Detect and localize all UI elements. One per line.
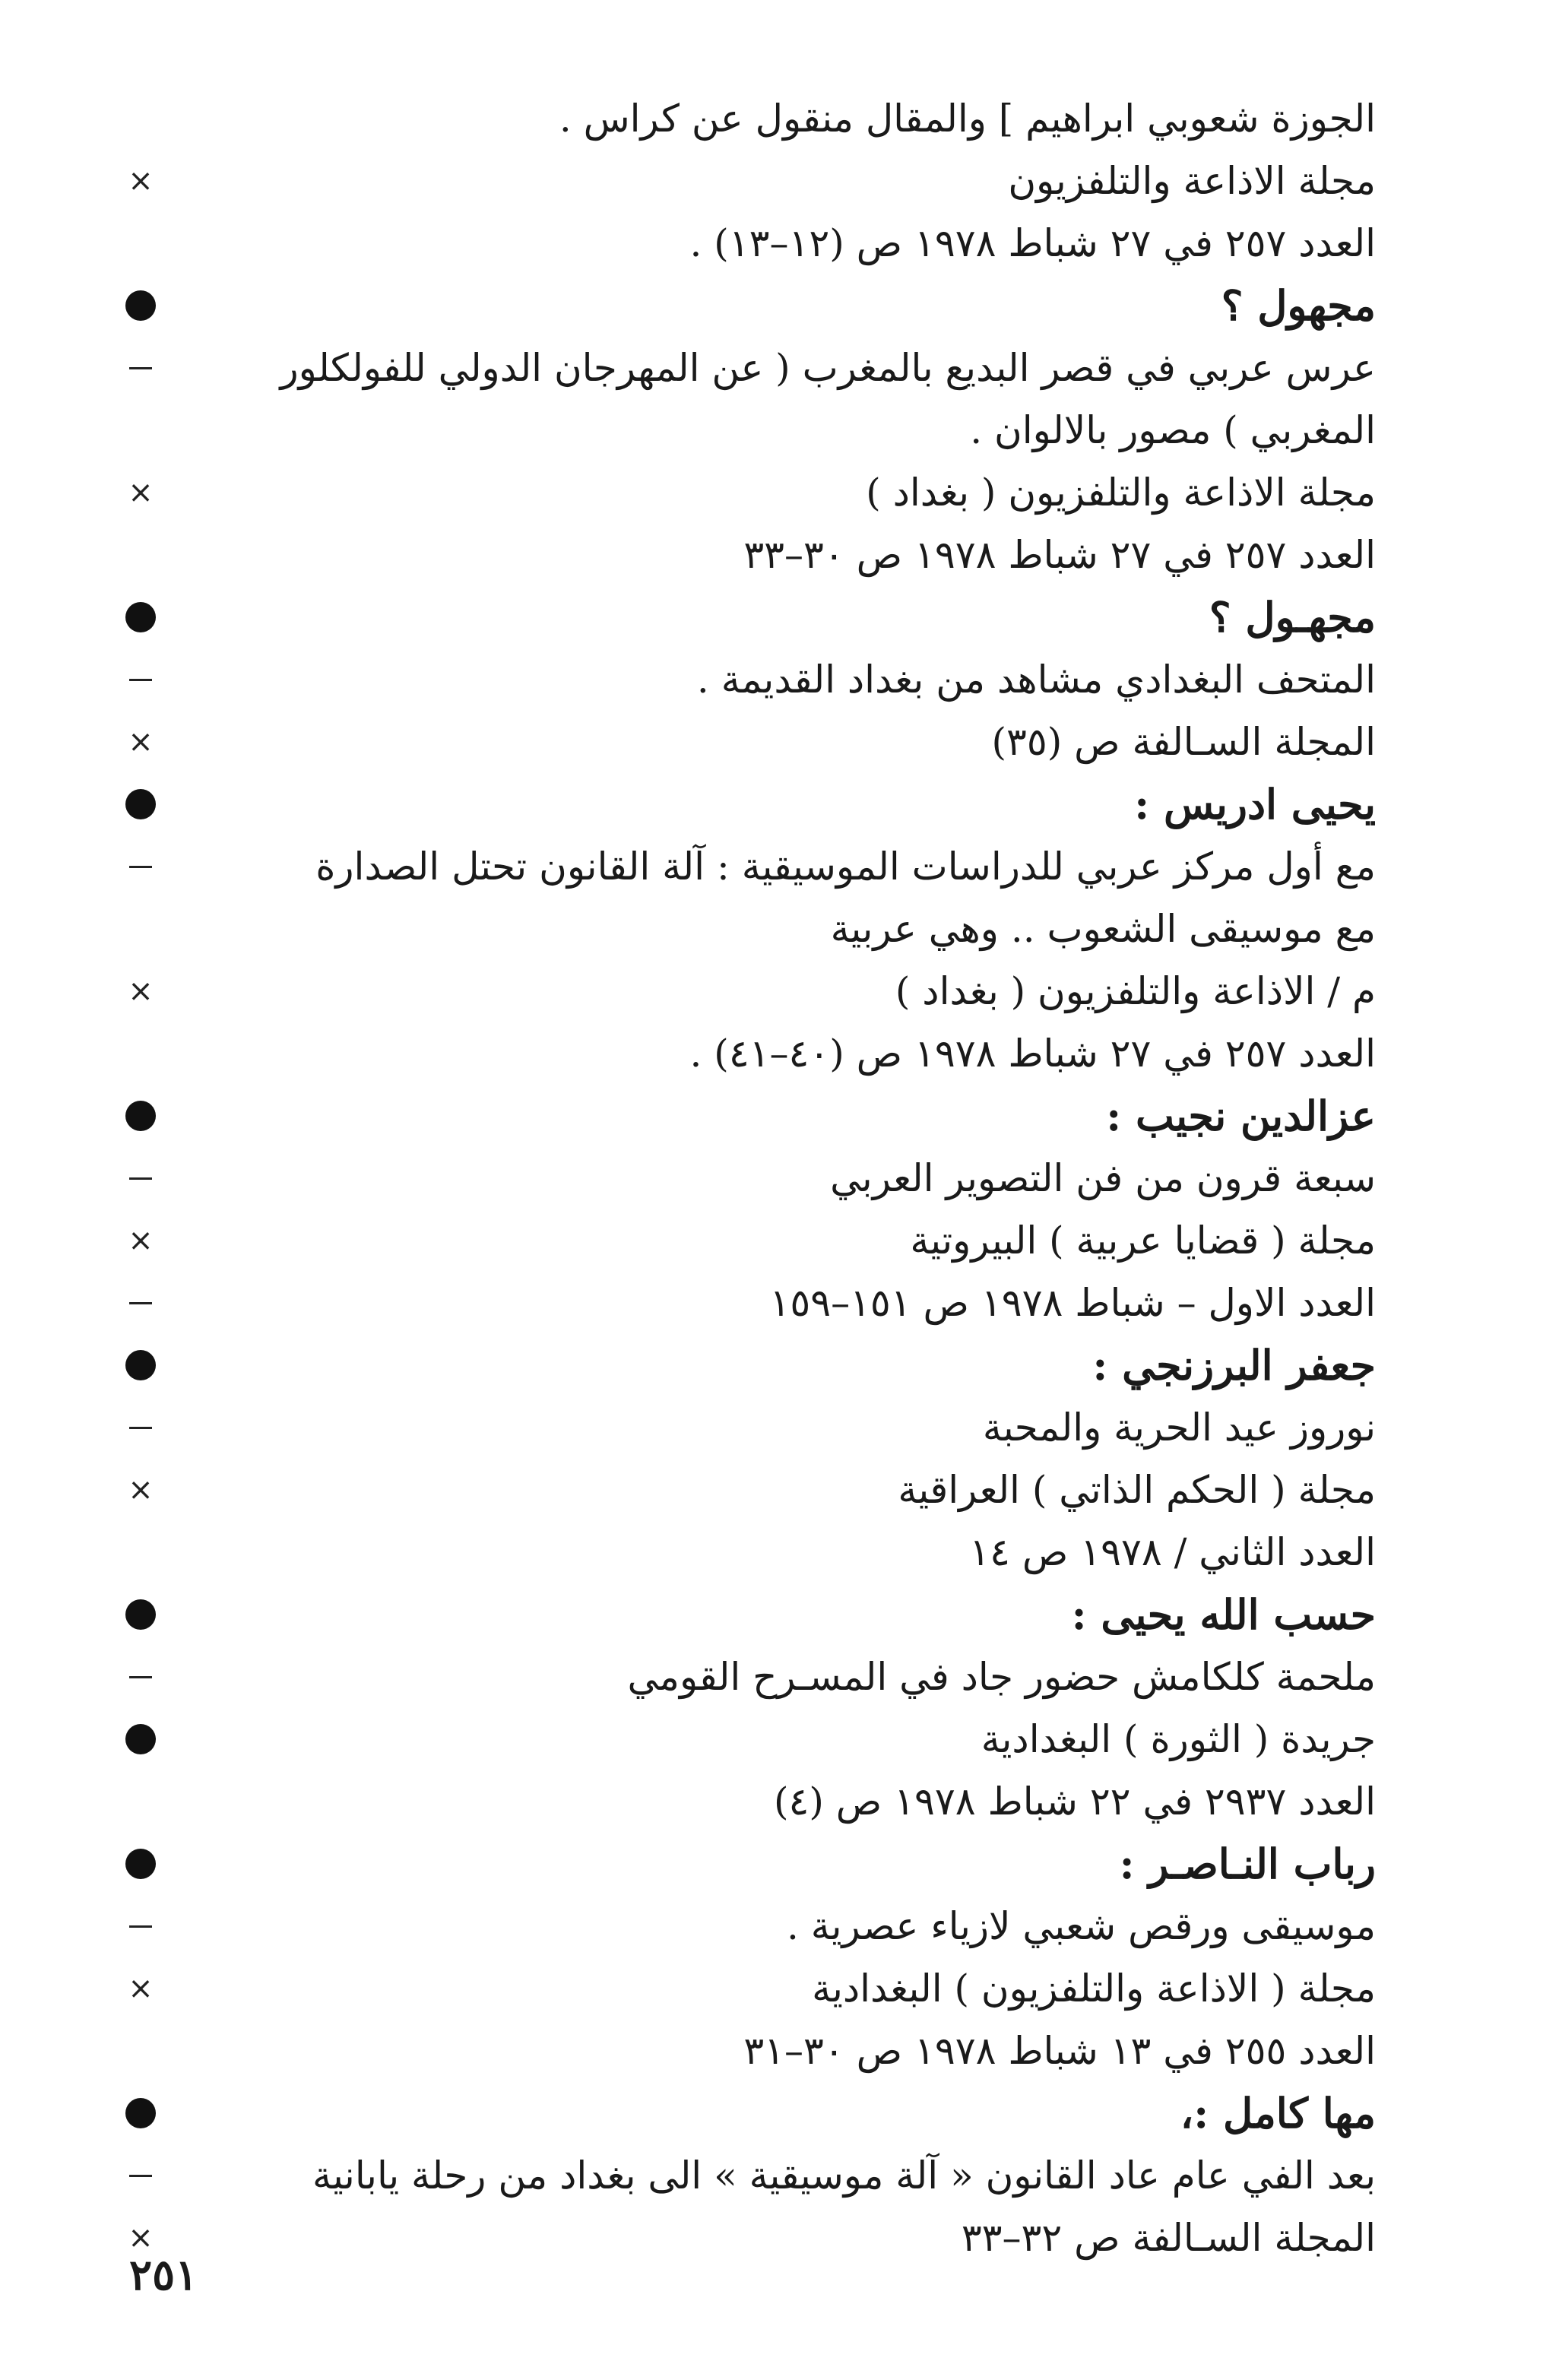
text-line	[114, 212, 1475, 274]
entry-text: ملحمة كلكامش حضور جاد في المسـرح القومي	[627, 1655, 1376, 1699]
bullet-dot-icon	[114, 2082, 167, 2144]
bullet-dot-icon	[114, 1708, 167, 1770]
no-marker	[114, 87, 167, 150]
text-line	[114, 586, 1475, 648]
text-line	[114, 960, 1475, 1022]
bullet-dot-icon	[114, 1583, 167, 1646]
text-line	[114, 898, 1475, 960]
text-line	[114, 711, 1475, 773]
text-line	[114, 773, 1475, 835]
dash-marker-icon	[114, 2144, 167, 2207]
text-line	[114, 1770, 1475, 1833]
entry-author-heading: رباب النـاصـر :	[1119, 1840, 1376, 1888]
text-line	[114, 2082, 1475, 2144]
cross-marker-icon: ×	[128, 1223, 154, 1258]
entry-text: م / الاذاعة والتلفزيون ( بغداد )	[895, 969, 1376, 1013]
document-page	[114, 87, 1475, 2269]
no-marker	[114, 1521, 167, 1583]
cross-marker-icon: ×	[128, 1971, 154, 2006]
entry-text: المجلة السـالفة ص ٣٢–٣٣	[961, 2216, 1376, 2260]
text-line	[114, 1085, 1475, 1147]
entry-text: مجلة الاذاعة والتلفزيون	[1008, 159, 1376, 203]
bullet-dot-icon	[114, 274, 167, 337]
page-number: ٢٥١	[129, 2250, 198, 2300]
no-marker	[114, 898, 167, 960]
cross-marker-icon: ×	[128, 724, 154, 759]
text-line	[114, 461, 1475, 524]
entry-author-heading: عزالدين نجيب :	[1106, 1092, 1376, 1140]
text-line	[114, 1833, 1475, 1895]
dash-marker-icon	[114, 648, 167, 711]
entry-text: مجلة ( قضايا عربية ) البيروتية	[910, 1219, 1376, 1263]
entry-author-heading: مها كامل :،	[1180, 2089, 1376, 2138]
text-line	[114, 87, 1475, 150]
entry-text: العدد ٢٥٧ في ٢٧ شباط ١٩٧٨ ص (١٢–١٣) .	[689, 221, 1376, 265]
no-marker	[114, 2020, 167, 2082]
entry-author-heading: حسب الله يحيى :	[1071, 1590, 1376, 1639]
entry-text: سبعة قرون من فن التصوير العربي	[830, 1156, 1376, 1200]
bullet-dot-icon	[114, 1085, 167, 1147]
text-line	[114, 150, 1475, 212]
no-marker	[114, 1022, 167, 1085]
text-line	[114, 2020, 1475, 2082]
bullet-dot-icon	[114, 773, 167, 835]
text-line	[114, 2207, 1475, 2269]
dash-marker-icon	[114, 835, 167, 898]
text-line	[114, 1209, 1475, 1272]
entry-text: نوروز عيد الحرية والمحبة	[982, 1405, 1376, 1450]
no-marker	[114, 399, 167, 461]
text-line	[114, 1459, 1475, 1521]
entry-text: مع موسيقى الشعوب .. وهي عربية	[830, 907, 1376, 951]
entry-text: الجوزة شعوبي ابراهيم ] والمقال منقول عن كراس .	[559, 97, 1376, 141]
text-line	[114, 337, 1475, 399]
dash-marker-icon	[114, 1272, 167, 1334]
text-line	[114, 524, 1475, 586]
entry-text: المجلة السـالفة ص (٣٥)	[991, 720, 1376, 764]
entry-text: جريدة ( الثورة ) البغدادية	[981, 1717, 1376, 1761]
entry-text: مجلة ( الاذاعة والتلفزيون ) البغدادية	[812, 1966, 1376, 2011]
text-line	[114, 1583, 1475, 1646]
cross-marker-icon: ×	[128, 974, 154, 1009]
entry-text: بعد الفي عام عاد القانون « آلة موسيقية » الى بغداد من رحلة يابانية	[312, 2153, 1376, 2198]
dash-marker-icon	[114, 1646, 167, 1708]
text-line	[114, 274, 1475, 337]
no-marker	[114, 1770, 167, 1833]
text-line	[114, 1646, 1475, 1708]
cross-marker-icon: ×	[128, 2220, 154, 2255]
text-line	[114, 1521, 1475, 1583]
entry-author-heading: يحيى ادريس :	[1134, 780, 1376, 829]
dash-marker-icon	[114, 1147, 167, 1209]
entry-text: عرس عربي في قصر البديع بالمغرب ( عن المهرجان الدولي للفولكلور	[280, 346, 1376, 390]
entry-text: العدد ٢٥٧ في ٢٧ شباط ١٩٧٨ ص ٣٠–٣٣	[743, 533, 1376, 577]
text-line	[114, 1022, 1475, 1085]
entry-text: المتحف البغدادي مشاهد من بغداد القديمة .	[696, 658, 1376, 702]
entry-text: مجلة ( الحكم الذاتي ) العراقية	[898, 1468, 1376, 1512]
text-line	[114, 1895, 1475, 1957]
entry-text: العدد ٢٩٣٧ في ٢٢ شباط ١٩٧٨ ص (٤)	[774, 1779, 1376, 1824]
cross-marker-icon: ×	[128, 475, 154, 510]
cross-marker-icon: ×	[128, 1472, 154, 1507]
text-line	[114, 1957, 1475, 2020]
dash-marker-icon	[114, 337, 167, 399]
text-line	[114, 648, 1475, 711]
cross-marker-icon: ×	[128, 163, 154, 198]
text-line	[114, 1334, 1475, 1396]
text-line	[114, 1147, 1475, 1209]
entry-text: المغربي ) مصور بالالوان .	[970, 408, 1376, 452]
no-marker	[114, 524, 167, 586]
bullet-dot-icon	[114, 586, 167, 648]
text-line	[114, 399, 1475, 461]
entry-text: مع أول مركز عربي للدراسات الموسيقية : آلة القانون تحتل الصدارة	[315, 845, 1376, 889]
entry-text: العدد الاول – شباط ١٩٧٨ ص ١٥١–١٥٩	[769, 1281, 1376, 1325]
entry-author-heading: مجهول ؟	[1221, 281, 1376, 330]
entry-text: العدد ٢٥٥ في ١٣ شباط ١٩٧٨ ص ٣٠–٣١	[743, 2029, 1376, 2073]
entry-text: العدد ٢٥٧ في ٢٧ شباط ١٩٧٨ ص (٤٠–٤١) .	[689, 1032, 1376, 1076]
entry-author-heading: مجهـول ؟	[1209, 593, 1376, 642]
entry-text: موسيقى ورقص شعبي لازياء عصرية .	[787, 1904, 1376, 1948]
entry-author-heading: جعفر البرزنجي :	[1092, 1341, 1376, 1390]
entry-text: العدد الثاني / ١٩٧٨ ص ١٤	[969, 1530, 1376, 1574]
dash-marker-icon	[114, 1396, 167, 1459]
no-marker	[114, 212, 167, 274]
text-line	[114, 2144, 1475, 2207]
text-line	[114, 835, 1475, 898]
bullet-dot-icon	[114, 1833, 167, 1895]
text-line	[114, 1396, 1475, 1459]
bullet-dot-icon	[114, 1334, 167, 1396]
text-line	[114, 1708, 1475, 1770]
entry-text: مجلة الاذاعة والتلفزيون ( بغداد )	[866, 471, 1376, 515]
dash-marker-icon	[114, 1895, 167, 1957]
text-line	[114, 1272, 1475, 1334]
